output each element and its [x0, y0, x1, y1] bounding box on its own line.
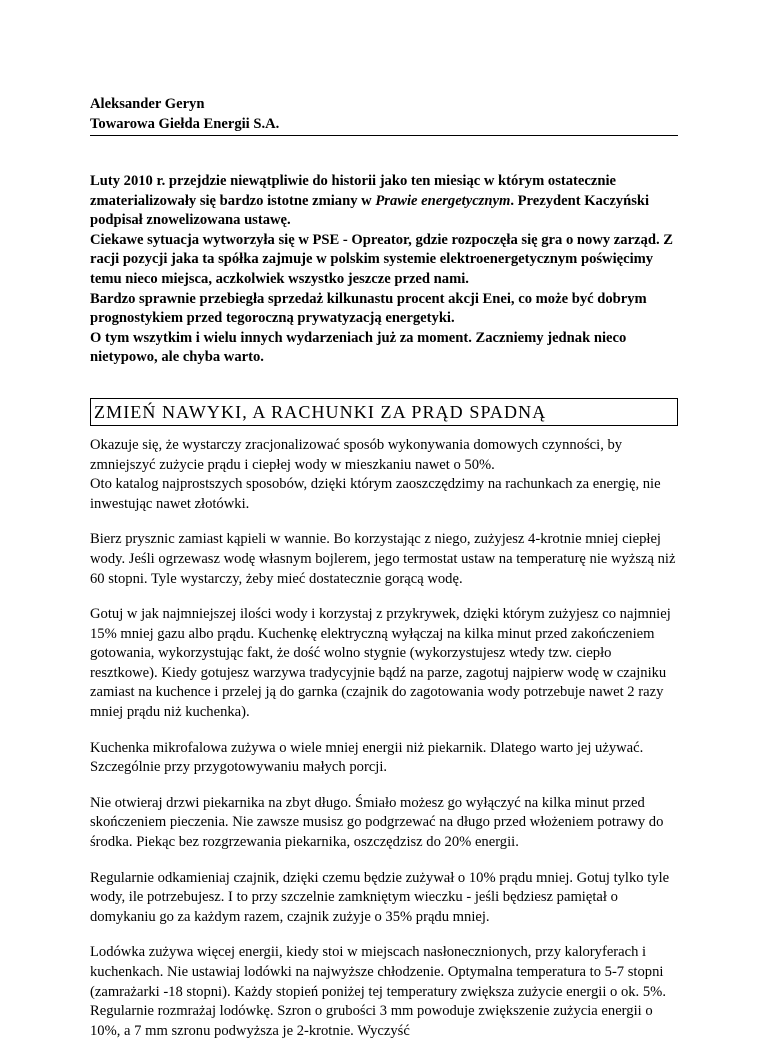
- intro-paragraph-4: O tym wszytkim i wielu innych wydarzeniach już za moment. Zaczniemy jednak nieco nietypowo, ale chyba warto.: [90, 329, 627, 366]
- intro-p1-text: Luty 2010 r. przejdzie niewątpliwie do historii jako ten miesiąc w którym ostatecznie zmaterializowały się bardzo istotne zmiany w: [90, 173, 616, 209]
- intro-paragraph-1: [90, 172, 678, 231]
- intro-p1-tail: . Prezydent Kaczyński podpisał znowelizowana ustawę.: [90, 192, 650, 229]
- author-block: [90, 94, 678, 136]
- author-organization: Towarowa Giełda Energii S.A.: [90, 116, 280, 132]
- intro-paragraph-2: Ciekawe sytuacja wytworzyła się w PSE - Opreator, gdzie rozpoczęła się gra o nowy zarząd. Z racji pozycji jaka ta spółka zajmuje w polskim systemie elektroenergetycznym poświęcimy temu nieco miejsca, aczkolwiek wszystko jeszcze przed nami.: [90, 231, 673, 287]
- body-paragraph-4: Kuchenka mikrofalowa zużywa o wiele mniej energii niż piekarnik. Dlatego warto jej używać. Szczególnie przy przygotowywaniu małych porcji.: [90, 739, 644, 776]
- body-paragraph-3: Gotuj w jak najmniejszej ilości wody i korzystaj z przykrywek, dzięki którym zużyjesz co najmniej 15% mniej gazu albo prądu. Kuchenkę elektryczną wyłączaj na kilka minut przed zakończeniem gotowania, wykorzystując fakt, że dość wolno stygnie (wykorzystujesz wtedy tzw. ciepło resztkowe). Kiedy gotujesz warzywa tradycyjnie bądź na parze, zagotuj najpierw wodę w czajniku zamiast na kuchence i przelej ją do garnka (czajnik do zagotowania wody potrzebuje nawet 2 razy mniej prądu niż kuchenka).: [90, 606, 671, 721]
- intro-p1-italic: Prawie energetycznym: [375, 192, 511, 209]
- body-paragraph-5: Nie otwieraj drzwi piekarnika na zbyt długo. Śmiało możesz go wyłączyć na kilka minut przed skończeniem pieczenia. Nie zawsze musisz go podgrzewać na długo przed włożeniem potrawy do środka. Piekąc bez rozgrzewania piekarnika, oszczędzisz do 20% energii.: [90, 794, 664, 851]
- body-paragraph-2: Bierz prysznic zamiast kąpieli w wannie. Bo korzystając z niego, zużyjesz 4-krotnie mniej ciepłej wody. Jeśli ogrzewasz wodę własnym bojlerem, jego termostat ustaw na temperaturę nie wyższą niż 60 stopni. Tyle wystarczy, żeby mieć dostatecznie gorącą wodę.: [90, 531, 676, 587]
- body-paragraph-7: Lodówka zużywa więcej energii, kiedy stoi w miejscach nasłonecznionych, przy kaloryferach i kuchenkach. Nie ustawiaj lodówki na najwyższe chłodzenie. Optymalna temperatura to 5-7 stopni (zamrażarki -18 stopni). Każdy stopień poniżej tej temperatury zwiększa zużycie energii o ok. 5%. Regularnie rozmrażaj lodówkę. Szron o grubości 3 mm powoduje zwiększenie zużycia energii o 10%, a 7 mm szronu podwyższa je 2-krotnie. Wyczyść: [90, 944, 666, 1039]
- intro-section: [90, 172, 678, 368]
- article-body: [90, 436, 678, 1041]
- section-title: ZMIEŃ NAWYKI, A RACHUNKI ZA PRĄD SPADNĄ: [90, 398, 678, 426]
- author-name: Aleksander Geryn: [90, 96, 205, 112]
- body-paragraph-6: Regularnie odkamieniaj czajnik, dzięki czemu będzie zużywał o 10% prądu mniej. Gotuj tylko tyle wody, ile potrzebujesz. I to przy szczelnie zamkniętym wieczku - jeśli będziesz pamiętał o domykaniu go za każdym razem, czajnik zużyje o 35% prądu mniej.: [90, 869, 670, 925]
- intro-paragraph-3: Bardzo sprawnie przebiegła sprzedaż kilkunastu procent akcji Enei, co może być dobrym prognostykiem przed tegoroczną prywatyzacją energetyki.: [90, 290, 647, 327]
- document-page: [90, 94, 678, 1057]
- body-paragraph-1b: Oto katalog najprostszych sposobów, dzięki którym zaoszczędzimy na rachunkach za energię, nie inwestując nawet złotówki.: [90, 476, 661, 512]
- body-paragraph-1a: Okazuje się, że wystarczy zracjonalizować sposób wykonywania domowych czynności, by zmniejszyć zużycie prądu i ciepłej wody w mieszkaniu nawet o 50%.: [90, 436, 623, 473]
